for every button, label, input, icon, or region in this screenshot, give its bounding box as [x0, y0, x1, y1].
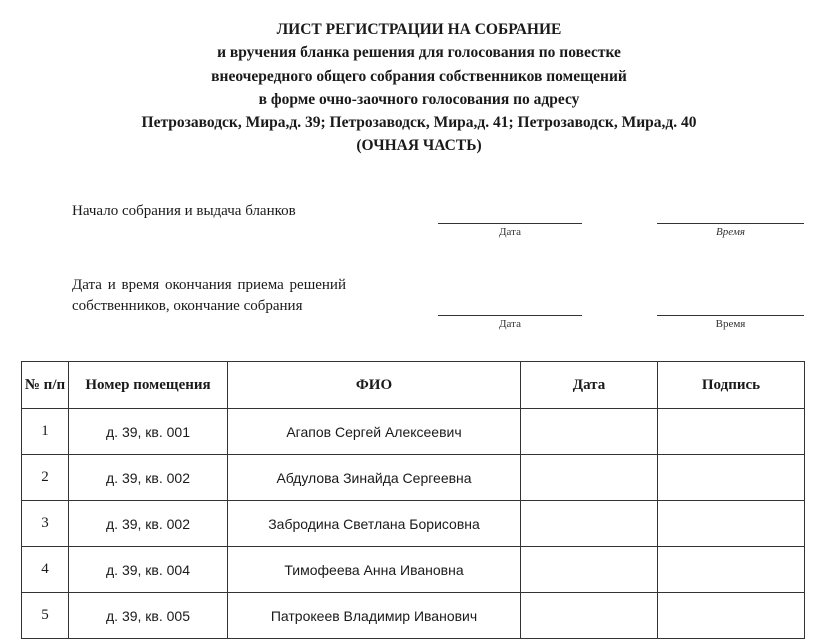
row-number: 3 [22, 501, 69, 547]
owner-name: Тимофеева Анна Ивановна [228, 547, 521, 593]
date-cell[interactable] [521, 593, 658, 639]
column-header-number: № п/п [22, 362, 69, 409]
registration-table [21, 361, 805, 639]
room-number: д. 39, кв. 002 [69, 455, 228, 501]
date-cell[interactable] [521, 547, 658, 593]
signature-cell[interactable] [658, 409, 805, 455]
owner-name: Абдулова Зинайда Сергеевна [228, 455, 521, 501]
column-header-room: Номер помещения [69, 362, 228, 409]
column-header-date: Дата [521, 362, 658, 409]
table-row [22, 409, 805, 455]
start-date-line[interactable] [438, 223, 582, 224]
date-cell[interactable] [521, 409, 658, 455]
start-date-caption: Дата [499, 226, 521, 238]
header-address: Петрозаводск, Мира,д. 39; Петрозаводск, Мира,д. 41; Петрозаводск, Мира,д. 40 [141, 114, 697, 132]
room-number: д. 39, кв. 002 [69, 501, 228, 547]
table-header-row [22, 362, 805, 409]
signature-cell[interactable] [658, 547, 805, 593]
owner-name: Агапов Сергей Алексеевич [228, 409, 521, 455]
row-number: 5 [22, 593, 69, 639]
row-number: 1 [22, 409, 69, 455]
start-time-caption: Время [716, 226, 745, 238]
document-header [0, 18, 838, 158]
end-date-line[interactable] [438, 315, 582, 316]
owner-name: Патрокеев Владимир Иванович [228, 593, 521, 639]
signature-cell[interactable] [658, 593, 805, 639]
table-row [22, 455, 805, 501]
document-title: ЛИСТ РЕГИСТРАЦИИ НА СОБРАНИЕ [276, 21, 562, 38]
row-number: 4 [22, 547, 69, 593]
header-line: и вручения бланка решения для голосования по повестке [217, 44, 621, 62]
room-number: д. 39, кв. 001 [69, 409, 228, 455]
table-row [22, 547, 805, 593]
end-date-caption: Дата [499, 318, 521, 330]
header-line: в форме очно-заочного голосования по адресу [258, 90, 580, 108]
end-time-caption: Время [715, 318, 746, 330]
column-header-signature: Подпись [658, 362, 805, 409]
header-line: внеочередного общего собрания собственников помещений [211, 67, 627, 85]
date-cell[interactable] [521, 501, 658, 547]
table-row [22, 501, 805, 547]
column-header-name: ФИО [228, 362, 521, 409]
end-time-line[interactable] [657, 315, 804, 316]
owner-name: Забродина Светлана Борисовна [228, 501, 521, 547]
start-time-line[interactable] [657, 223, 804, 224]
row-number: 2 [22, 455, 69, 501]
header-part: (ОЧНАЯ ЧАСТЬ) [356, 137, 482, 155]
table-row [22, 593, 805, 639]
meeting-start-label: Начало собрания и выдача бланков [72, 203, 296, 219]
signature-cell[interactable] [658, 501, 805, 547]
date-cell[interactable] [521, 455, 658, 501]
room-number: д. 39, кв. 005 [69, 593, 228, 639]
meeting-end-label: Дата и время окончания приема решений собственников, окончание собрания [72, 277, 346, 314]
signature-cell[interactable] [658, 455, 805, 501]
room-number: д. 39, кв. 004 [69, 547, 228, 593]
